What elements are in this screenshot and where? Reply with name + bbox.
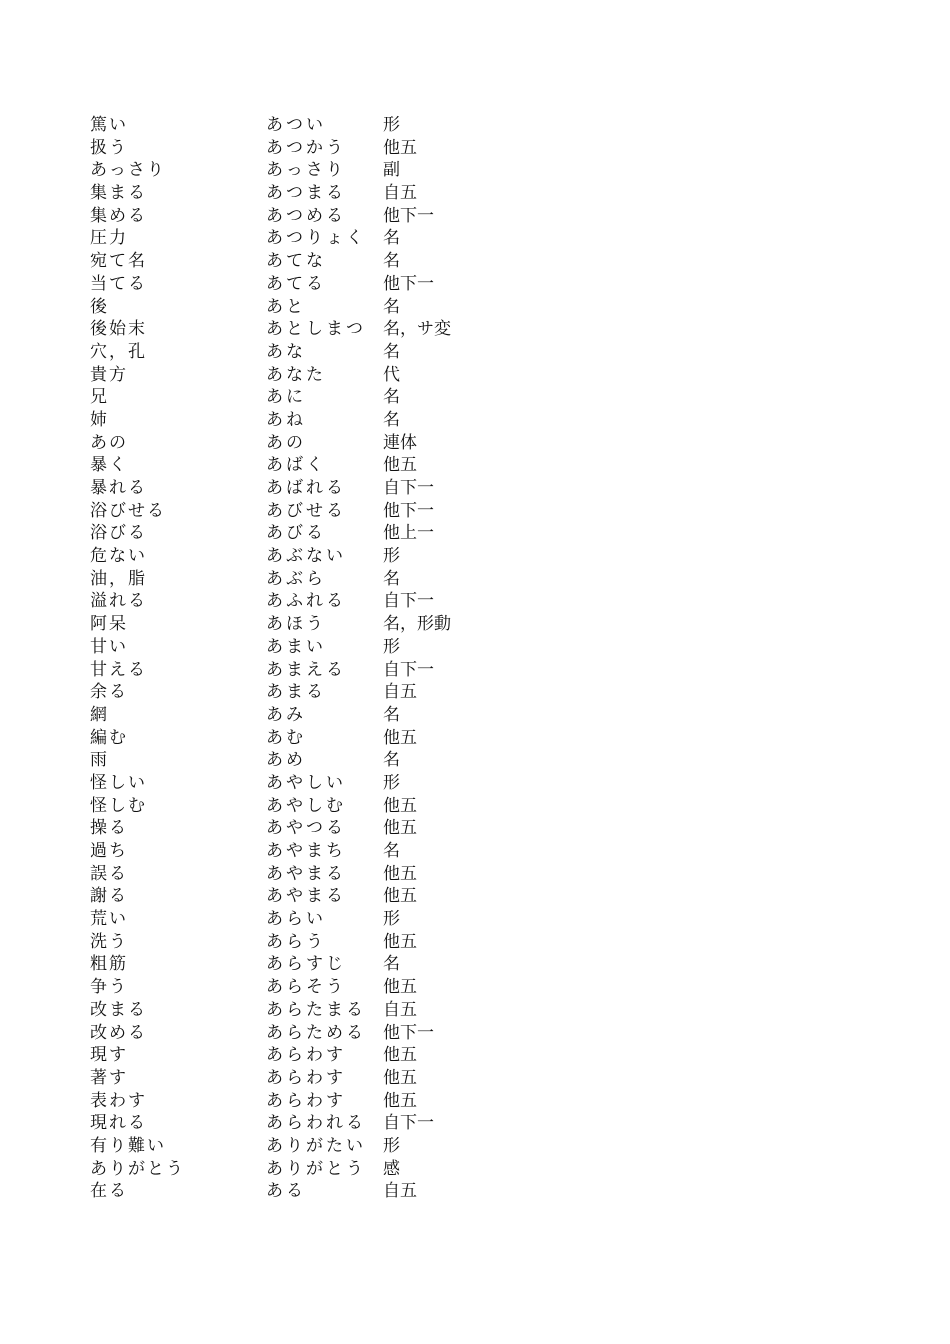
- reading-cell: あっさり: [266, 160, 346, 181]
- reading-cell: あね: [266, 409, 306, 430]
- reading-cell: あつめる: [266, 205, 346, 226]
- part-of-speech-cell: 自五: [383, 183, 417, 204]
- vocabulary-row: [90, 613, 503, 636]
- part-of-speech-cell: 他五: [383, 727, 417, 748]
- word-cell: 網: [90, 704, 109, 725]
- vocabulary-row: [90, 885, 503, 908]
- vocabulary-row: [90, 976, 503, 999]
- vocabulary-row: [90, 727, 503, 750]
- word-cell: 甘い: [90, 636, 128, 657]
- word-cell: 暴く: [90, 455, 128, 476]
- word-cell: 過ち: [90, 841, 128, 861]
- reading-cell: あな: [266, 341, 306, 362]
- vocabulary-row: [90, 386, 503, 409]
- reading-cell: あらわす: [266, 1090, 346, 1111]
- vocabulary-row: [90, 681, 503, 704]
- word-cell: 集まる: [90, 183, 147, 204]
- word-cell: 表わす: [90, 1090, 147, 1111]
- vocabulary-row: [90, 568, 503, 591]
- word-cell: 荒い: [90, 909, 128, 930]
- word-cell: 後: [90, 296, 109, 317]
- reading-cell: あふれる: [266, 591, 346, 612]
- part-of-speech-cell: 名: [383, 750, 400, 771]
- part-of-speech-cell: 名: [383, 341, 400, 362]
- part-of-speech-cell: 自五: [383, 1181, 417, 1202]
- word-cell: 兄: [90, 387, 109, 408]
- word-cell: 甘える: [90, 659, 147, 680]
- vocabulary-row: [90, 409, 503, 432]
- part-of-speech-cell: 名: [383, 228, 400, 249]
- part-of-speech-cell: 他五: [383, 795, 417, 816]
- vocabulary-row: [90, 704, 503, 727]
- reading-cell: あらい: [266, 909, 326, 930]
- word-cell: 阿呆: [90, 614, 128, 635]
- reading-cell: あまえる: [266, 659, 346, 680]
- word-cell: 浴びる: [90, 523, 147, 544]
- word-cell: 貴方: [90, 364, 128, 385]
- reading-cell: あまい: [266, 636, 326, 657]
- part-of-speech-cell: 形: [383, 772, 400, 793]
- reading-cell: あほう: [266, 614, 326, 635]
- part-of-speech-cell: 自下一: [383, 1113, 434, 1134]
- part-of-speech-cell: 連体: [383, 432, 417, 453]
- vocabulary-row: [90, 636, 503, 659]
- part-of-speech-cell: 自下一: [383, 591, 434, 612]
- part-of-speech-cell: 他五: [383, 1067, 417, 1088]
- word-cell: 扱う: [90, 137, 128, 158]
- vocabulary-row: [90, 840, 503, 863]
- vocabulary-row: [90, 432, 503, 455]
- word-cell: 現す: [90, 1045, 128, 1066]
- part-of-speech-cell: 他五: [383, 886, 417, 907]
- part-of-speech-cell: 名，形動: [383, 614, 451, 635]
- reading-cell: あびる: [266, 523, 326, 544]
- part-of-speech-cell: 副: [383, 160, 400, 181]
- vocabulary-row: [90, 364, 503, 387]
- reading-cell: あてな: [266, 251, 326, 272]
- word-cell: 操る: [90, 818, 128, 839]
- vocabulary-row: [90, 590, 503, 613]
- part-of-speech-cell: 形: [383, 115, 400, 135]
- part-of-speech-cell: 他五: [383, 863, 417, 884]
- part-of-speech-cell: 自五: [383, 682, 417, 703]
- vocabulary-row: [90, 205, 503, 228]
- vocabulary-row: [90, 296, 503, 319]
- word-cell: 編む: [90, 727, 128, 748]
- vocabulary-row: [90, 931, 503, 954]
- vocabulary-row: [90, 182, 503, 205]
- word-cell: 誤る: [90, 863, 128, 884]
- reading-cell: あとしまつ: [266, 319, 366, 340]
- reading-cell: あめ: [266, 750, 306, 771]
- part-of-speech-cell: 他五: [383, 818, 417, 839]
- part-of-speech-cell: 形: [383, 909, 400, 930]
- word-cell: 在る: [90, 1181, 128, 1202]
- vocabulary-row: [90, 227, 503, 250]
- part-of-speech-cell: 他五: [383, 455, 417, 476]
- part-of-speech-cell: 名: [383, 704, 400, 725]
- reading-cell: ありがとう: [266, 1158, 366, 1179]
- part-of-speech-cell: 代: [383, 364, 400, 385]
- word-cell: 暴れる: [90, 478, 147, 498]
- part-of-speech-cell: 形: [383, 1135, 400, 1156]
- word-cell: 姉: [90, 409, 109, 430]
- reading-cell: あまる: [266, 682, 326, 703]
- reading-cell: あらわれる: [266, 1113, 366, 1134]
- word-cell: 争う: [90, 977, 128, 998]
- reading-cell: あやしむ: [266, 795, 346, 816]
- vocabulary-row: [90, 1090, 503, 1113]
- vocabulary-row: [90, 817, 503, 840]
- part-of-speech-cell: 名: [383, 568, 400, 589]
- vocabulary-row: [90, 500, 503, 523]
- part-of-speech-cell: 名: [383, 841, 400, 861]
- reading-cell: あと: [266, 296, 306, 317]
- vocabulary-row: [90, 863, 503, 886]
- reading-cell: あむ: [266, 727, 306, 748]
- part-of-speech-cell: 名: [383, 251, 400, 272]
- word-cell: 篤い: [90, 115, 128, 135]
- word-cell: 有り難い: [90, 1135, 166, 1156]
- reading-cell: あらわす: [266, 1045, 346, 1066]
- reading-cell: あなた: [266, 364, 326, 385]
- reading-cell: あつりょく: [266, 228, 366, 249]
- vocabulary-row: [90, 273, 503, 296]
- reading-cell: あつまる: [266, 183, 346, 204]
- vocabulary-row: [90, 1112, 503, 1135]
- word-cell: 改める: [90, 1022, 147, 1043]
- part-of-speech-cell: 他五: [383, 1045, 417, 1066]
- word-cell: 油，脂: [90, 568, 147, 589]
- word-cell: 謝る: [90, 886, 128, 907]
- vocabulary-row: [90, 522, 503, 545]
- reading-cell: あみ: [266, 704, 306, 725]
- word-cell: 後始末: [90, 319, 147, 340]
- part-of-speech-cell: 他五: [383, 977, 417, 998]
- part-of-speech-cell: 他下一: [383, 273, 434, 294]
- vocabulary-row: [90, 250, 503, 273]
- word-cell: あっさり: [90, 160, 166, 181]
- word-cell: 粗筋: [90, 954, 128, 975]
- word-cell: 著す: [90, 1067, 128, 1088]
- part-of-speech-cell: 他上一: [383, 523, 434, 544]
- reading-cell: あらためる: [266, 1022, 366, 1043]
- reading-cell: あばく: [266, 455, 326, 476]
- vocabulary-row: [90, 341, 503, 364]
- vocabulary-row: [90, 137, 503, 160]
- reading-cell: あぶない: [266, 546, 346, 567]
- reading-cell: あつい: [266, 115, 326, 135]
- vocabulary-row: [90, 953, 503, 976]
- reading-cell: あやまる: [266, 863, 346, 884]
- part-of-speech-cell: 他五: [383, 1090, 417, 1111]
- part-of-speech-cell: 名: [383, 296, 400, 317]
- word-cell: 圧力: [90, 228, 128, 249]
- part-of-speech-cell: 名: [383, 387, 400, 408]
- part-of-speech-cell: 名: [383, 409, 400, 430]
- part-of-speech-cell: 他五: [383, 931, 417, 952]
- vocabulary-row: [90, 795, 503, 818]
- reading-cell: あらわす: [266, 1067, 346, 1088]
- reading-cell: あらう: [266, 931, 326, 952]
- word-cell: 溢れる: [90, 591, 147, 612]
- vocabulary-row: [90, 454, 503, 477]
- vocabulary-list: [90, 114, 503, 1203]
- word-cell: 穴，孔: [90, 341, 147, 362]
- vocabulary-row: [90, 1067, 503, 1090]
- reading-cell: あぶら: [266, 568, 326, 589]
- vocabulary-row: [90, 545, 503, 568]
- vocabulary-row: [90, 1135, 503, 1158]
- word-cell: 洗う: [90, 931, 128, 952]
- word-cell: 集める: [90, 205, 147, 226]
- reading-cell: あやつる: [266, 818, 346, 839]
- vocabulary-row: [90, 1180, 503, 1203]
- word-cell: 雨: [90, 750, 109, 771]
- part-of-speech-cell: 他五: [383, 137, 417, 158]
- word-cell: ありがとう: [90, 1158, 185, 1179]
- vocabulary-row: [90, 1044, 503, 1067]
- reading-cell: あやまる: [266, 886, 346, 907]
- part-of-speech-cell: 自五: [383, 999, 417, 1020]
- word-cell: 当てる: [90, 273, 147, 294]
- reading-cell: あらそう: [266, 977, 346, 998]
- word-cell: あの: [90, 432, 128, 453]
- word-cell: 余る: [90, 682, 128, 703]
- vocabulary-row: [90, 749, 503, 772]
- reading-cell: あつかう: [266, 137, 346, 158]
- part-of-speech-cell: 他下一: [383, 205, 434, 226]
- word-cell: 怪しむ: [90, 795, 147, 816]
- part-of-speech-cell: 自下一: [383, 478, 434, 498]
- part-of-speech-cell: 自下一: [383, 659, 434, 680]
- reading-cell: あらすじ: [266, 954, 346, 975]
- reading-cell: あてる: [266, 273, 326, 294]
- reading-cell: あらたまる: [266, 999, 366, 1020]
- reading-cell: あびせる: [266, 500, 346, 521]
- word-cell: 改まる: [90, 999, 147, 1020]
- part-of-speech-cell: 名: [383, 954, 400, 975]
- reading-cell: あばれる: [266, 478, 346, 498]
- vocabulary-row: [90, 114, 503, 137]
- reading-cell: ある: [266, 1181, 306, 1202]
- vocabulary-row: [90, 1158, 503, 1181]
- reading-cell: あやしい: [266, 772, 346, 793]
- reading-cell: あの: [266, 432, 306, 453]
- reading-cell: あに: [266, 387, 306, 408]
- vocabulary-row: [90, 908, 503, 931]
- reading-cell: あやまち: [266, 841, 346, 861]
- vocabulary-row: [90, 659, 503, 682]
- part-of-speech-cell: 名，サ変: [383, 319, 451, 340]
- reading-cell: ありがたい: [266, 1135, 366, 1156]
- word-cell: 怪しい: [90, 772, 147, 793]
- part-of-speech-cell: 形: [383, 546, 400, 567]
- part-of-speech-cell: 感: [383, 1158, 400, 1179]
- part-of-speech-cell: 他下一: [383, 1022, 434, 1043]
- part-of-speech-cell: 他下一: [383, 500, 434, 521]
- word-cell: 浴びせる: [90, 500, 166, 521]
- word-cell: 現れる: [90, 1113, 147, 1134]
- vocabulary-row: [90, 318, 503, 341]
- vocabulary-row: [90, 1022, 503, 1045]
- word-cell: 危ない: [90, 546, 147, 567]
- word-cell: 宛て名: [90, 251, 147, 272]
- part-of-speech-cell: 形: [383, 636, 400, 657]
- vocabulary-row: [90, 159, 503, 182]
- vocabulary-row: [90, 999, 503, 1022]
- vocabulary-row: [90, 477, 503, 500]
- vocabulary-row: [90, 772, 503, 795]
